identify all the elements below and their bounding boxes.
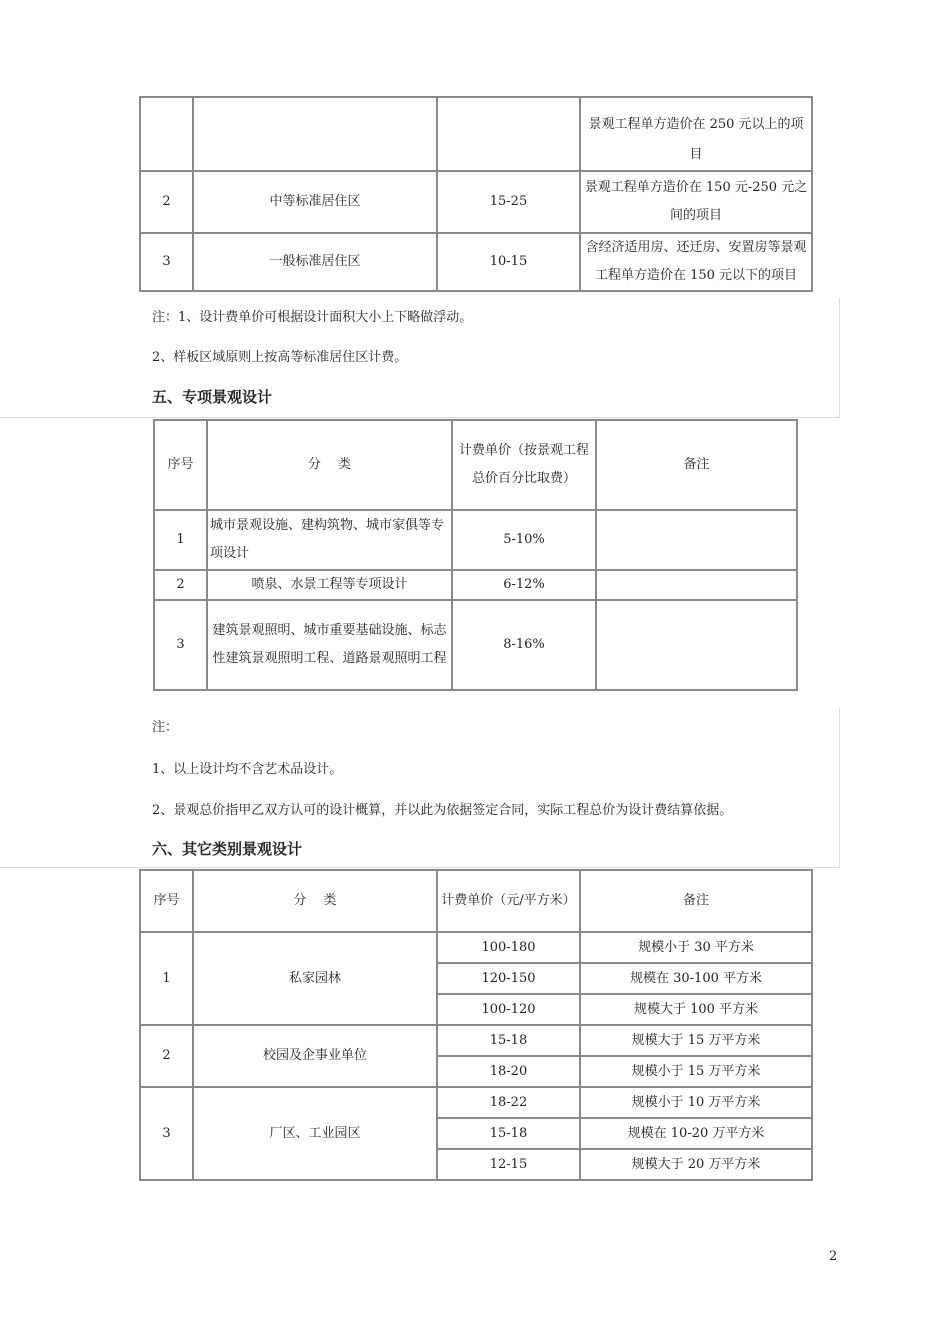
category-cell: 厂区、工业园区 <box>193 1087 437 1180</box>
category-cell: 城市景观设施、建构筑物、城市家俱等专项设计 <box>207 510 452 570</box>
table-header-row <box>154 420 797 510</box>
residential-fee-table <box>139 96 813 292</box>
category-cell: 建筑景观照明、城市重要基础设施、标志性建筑景观照明工程、道路景观照明工程 <box>207 600 452 690</box>
section-heading: 五、专项景观设计 <box>152 388 273 406</box>
category-cell: 中等标准居住区 <box>193 171 437 233</box>
header-no: 序号 <box>140 870 193 932</box>
note-section-2 <box>138 708 840 868</box>
remark-cell: 规模小于 10 万平方米 <box>580 1087 812 1118</box>
note-section-1 <box>138 298 840 418</box>
note-line: 注： <box>152 720 179 735</box>
price-cell: 18-20 <box>437 1056 580 1087</box>
table-header-row <box>140 870 812 932</box>
row-number: 2 <box>140 1025 193 1087</box>
table-row <box>140 1087 812 1118</box>
table-row <box>140 932 812 963</box>
price-cell: 100-180 <box>437 932 580 963</box>
header-no: 序号 <box>154 420 207 510</box>
row-number: 2 <box>154 570 207 600</box>
row-number: 3 <box>154 600 207 690</box>
price-cell: 120-150 <box>437 963 580 994</box>
category-cell: 喷泉、水景工程等专项设计 <box>207 570 452 600</box>
table-row <box>154 510 797 570</box>
row-number: 3 <box>140 233 193 291</box>
price-cell: 18-22 <box>437 1087 580 1118</box>
price-cell: 12-15 <box>437 1149 580 1180</box>
category-cell: 私家园林 <box>193 932 437 1025</box>
divider <box>0 417 839 418</box>
remark-cell: 规模在 30-100 平方米 <box>580 963 812 994</box>
header-category: 分 类 <box>193 870 437 932</box>
divider <box>0 867 839 868</box>
note-line: 1、以上设计均不含艺术品设计。 <box>152 762 343 777</box>
remark-cell: 规模在 10-20 万平方米 <box>580 1118 812 1149</box>
price-cell: 10-15 <box>437 233 580 291</box>
note-line: 注：1、设计费单价可根据设计面积大小上下略做浮动。 <box>152 310 473 325</box>
price-cell: 5-10% <box>452 510 596 570</box>
row-number: 1 <box>140 932 193 1025</box>
price-cell: 15-25 <box>437 171 580 233</box>
section-heading: 六、其它类别景观设计 <box>152 840 303 858</box>
table-row <box>140 1025 812 1056</box>
price-cell: 100-120 <box>437 994 580 1025</box>
price-cell: 6-12% <box>452 570 596 600</box>
remark-cell: 规模小于 30 平方米 <box>580 932 812 963</box>
table-row <box>154 570 797 600</box>
table-row <box>154 600 797 690</box>
remark-cell <box>596 600 797 690</box>
row-number: 1 <box>154 510 207 570</box>
header-category: 分 类 <box>207 420 452 510</box>
price-cell: 15-18 <box>437 1118 580 1149</box>
remark-cell: 规模大于 15 万平方米 <box>580 1025 812 1056</box>
remark-cell: 规模大于 100 平方米 <box>580 994 812 1025</box>
header-remark: 备注 <box>596 420 797 510</box>
remark-cell: 规模大于 20 万平方米 <box>580 1149 812 1180</box>
price-cell: 15-18 <box>437 1025 580 1056</box>
row-number <box>140 97 193 171</box>
header-price: 计费单价（按景观工程总价百分比取费） <box>452 420 596 510</box>
table-row <box>140 233 812 291</box>
note-line: 2、景观总价指甲乙双方认可的设计概算，并以此为依据签定合同，实际工程总价为设计费结算依据。 <box>152 803 733 818</box>
price-cell: 8-16% <box>452 600 596 690</box>
special-landscape-table <box>153 419 798 691</box>
remark-cell <box>596 510 797 570</box>
price-cell <box>437 97 580 171</box>
remark-cell: 景观工程单方造价在 250 元以上的项目 <box>580 97 812 171</box>
row-number: 3 <box>140 1087 193 1180</box>
header-price: 计费单价（元/平方米） <box>437 870 580 932</box>
table-row <box>140 171 812 233</box>
page-number: 2 <box>829 1249 838 1264</box>
header-remark: 备注 <box>580 870 812 932</box>
remark-cell: 规模小于 15 万平方米 <box>580 1056 812 1087</box>
table-row <box>140 97 812 171</box>
note-line: 2、样板区域原则上按高等标准居住区计费。 <box>152 350 408 365</box>
row-number: 2 <box>140 171 193 233</box>
category-cell: 校园及企事业单位 <box>193 1025 437 1087</box>
remark-cell <box>596 570 797 600</box>
remark-cell: 含经济适用房、还迁房、安置房等景观工程单方造价在 150 元以下的项目 <box>580 233 812 291</box>
category-cell <box>193 97 437 171</box>
category-cell: 一般标准居住区 <box>193 233 437 291</box>
remark-cell: 景观工程单方造价在 150 元-250 元之间的项目 <box>580 171 812 233</box>
other-landscape-table <box>139 869 813 1181</box>
